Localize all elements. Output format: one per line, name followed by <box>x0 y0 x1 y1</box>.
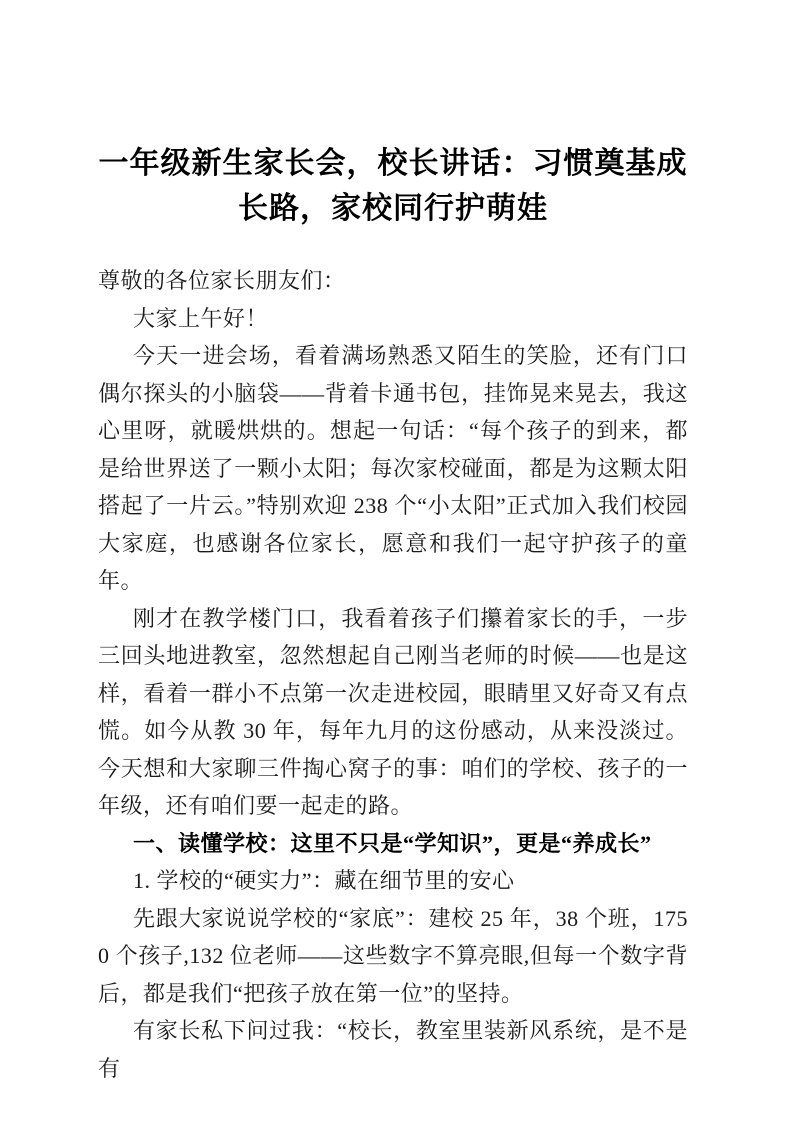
document-title: 一年级新生家长会，校长讲话：习惯奠基成长路，家校同行护萌娃 <box>98 147 688 225</box>
paragraph-welcome: 今天一进会场，看着满场熟悉又陌生的笑脸，还有门口偶尔探头的小脑袋——背着卡通书包，挂饰晃来晃去，我这心里呀，就暖烘烘的。想起一句话：“每个孩子的到来，都是给世界送了一颗小太阳；每次家校碰面，都是为这颗太阳搭起了一片云。”特别欢迎 238 个“小太阳”正式加入我们校园大家庭，也感谢各位家长，愿意和我们一起守护孩子的童年。 <box>98 343 688 593</box>
sub-heading-1-1: 1. 学校的“硬实力”：藏在细节里的安心 <box>133 868 515 893</box>
greeting-line: 大家上午好！ <box>133 305 269 331</box>
section-heading-1: 一、读懂学校：这里不只是“学知识”，更是“养成长” <box>133 830 652 856</box>
paragraph-teacher-memory: 刚才在教学楼门口，我看着孩子们攥着家长的手，一步三回头地进教室，忽然想起自己刚当老师的时候——也是这样，看着一群小不点第一次走进校园，眼睛里又好奇又有点慌。如今从教 30 年，每年九月的这份感动，从来没淡过。今天想和大家聊三件掏心窝子的事：咱们的学校、孩子的一年级，还有咱们要一起走的路。 <box>98 605 688 818</box>
paragraph-school-stats: 先跟大家说说学校的“家底”：建校 25 年，38 个班，1750 个孩子,132 位老师——这些数字不算亮眼,但每一个数字背后，都是我们“把孩子放在第一位”的坚持。 <box>98 905 688 1006</box>
salutation-line: 尊敬的各位家长朋友们： <box>98 268 346 293</box>
paragraph-parent-question: 有家长私下问过我：“校长，教室里装新风系统，是不是有 <box>98 1018 688 1081</box>
